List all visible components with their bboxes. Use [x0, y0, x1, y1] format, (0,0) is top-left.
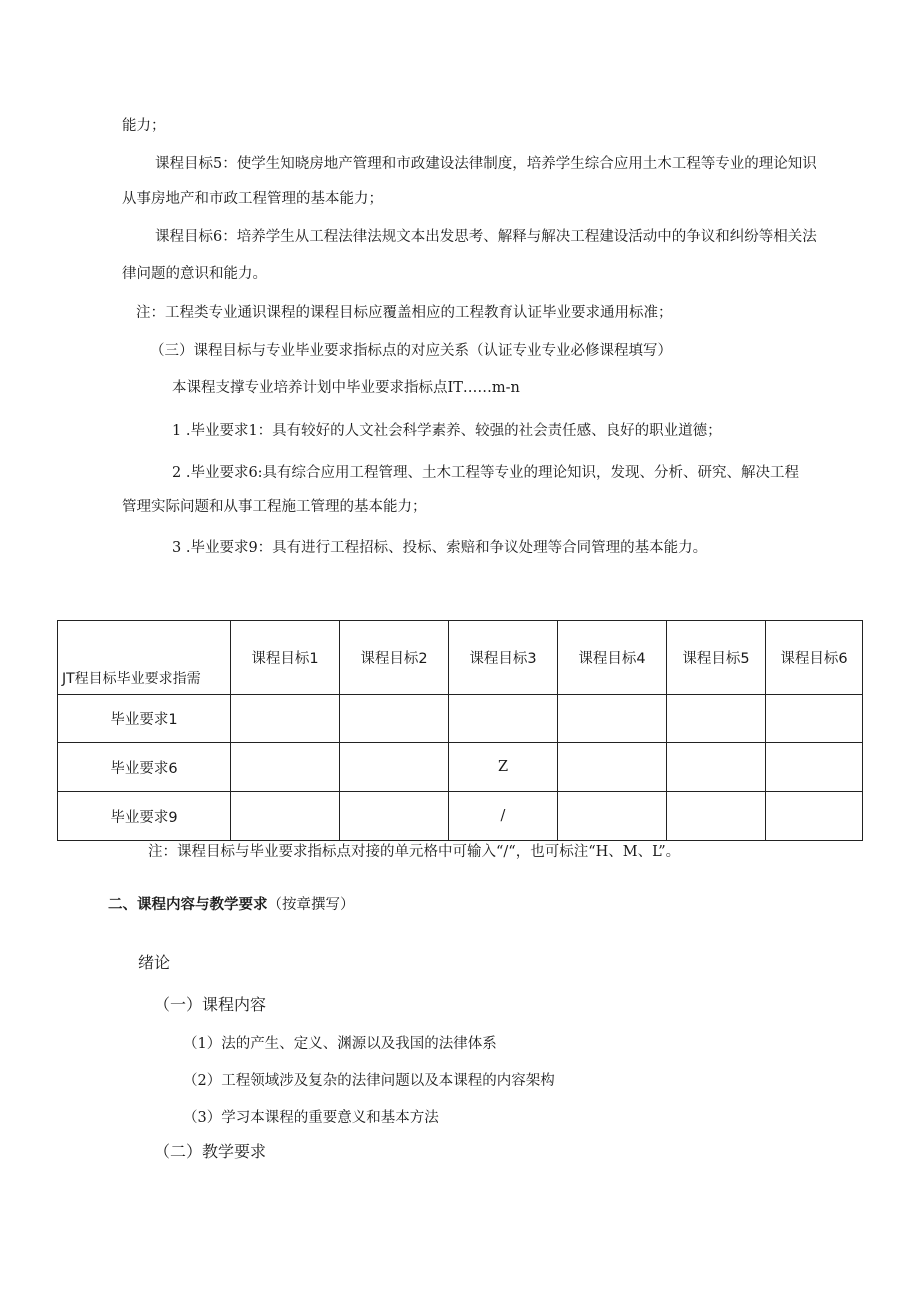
subsection-title: 绪论 [138, 953, 171, 972]
table-cell [340, 743, 449, 792]
table-corner-cell: JT程目标毕业要求指需 [58, 621, 231, 695]
paragraph-line: 律问题的意识和能力。 [122, 266, 267, 282]
section-heading-suffix: （认证专业专业必修课程填写） [469, 343, 672, 359]
list-item: （3）学习本课程的重要意义和基本方法 [183, 1110, 439, 1126]
list-item: （1）法的产生、定义、渊源以及我国的法律体系 [183, 1036, 497, 1052]
chapter-heading-suffix: （按章撰写） [267, 897, 355, 913]
table-header-cell: 课程目标1 [231, 621, 340, 695]
table-header-cell: 课程目标3 [449, 621, 558, 695]
note-line: 注：课程目标与毕业要求指标点对接的单元格中可输入“/“，也可标注“H、M、L”。 [148, 844, 681, 860]
table-cell [766, 695, 863, 743]
table-header-cell: 课程目标5 [667, 621, 766, 695]
requirement-line: 管理实际问题和从事工程施工管理的基本能力； [122, 499, 427, 515]
paragraph-line: 本课程支撑专业培养计划中毕业要求指标点IT……m-n [172, 380, 520, 396]
section-heading-title: （三）课程目标与专业毕业要求指标点的对应关系 [150, 343, 469, 359]
table-cell: / [449, 792, 558, 841]
chapter-heading-title: 二、课程内容与教学要求 [108, 897, 268, 913]
table-row-header: 毕业要求6 [58, 743, 231, 792]
table-cell [667, 792, 766, 841]
table-cell [340, 695, 449, 743]
table-row [58, 695, 863, 743]
table-cell [766, 792, 863, 841]
table-cell: Z [449, 743, 558, 792]
table-row-header: 毕业要求9 [58, 792, 231, 841]
table-header-cell: 课程目标2 [340, 621, 449, 695]
paragraph-line: 课程目标6：培养学生从工程法律法规文本出发思考、解释与解决工程建设活动中的争议和纠纷等相关法 [155, 229, 817, 245]
table-row-header: 毕业要求1 [58, 695, 231, 743]
table-header-cell: 课程目标6 [766, 621, 863, 695]
subsection-heading: （一）课程内容 [154, 995, 267, 1014]
table-cell [558, 792, 667, 841]
chapter-heading [108, 895, 355, 915]
table-header-cell: 课程目标4 [558, 621, 667, 695]
section-heading [150, 341, 672, 361]
list-item: （2）工程领域涉及复杂的法律问题以及本课程的内容架构 [183, 1073, 555, 1089]
table-cell [558, 743, 667, 792]
table-cell [231, 792, 340, 841]
requirement-line: 2 .毕业要求6:具有综合应用工程管理、土木工程等专业的理论知识，发现、分析、研究、解决工程 [172, 465, 800, 481]
table-cell [231, 695, 340, 743]
paragraph-line: 从事房地产和市政工程管理的基本能力； [122, 191, 383, 207]
table-cell [449, 695, 558, 743]
note-line: 注：工程类专业通识课程的课程目标应覆盖相应的工程教育认证毕业要求通用标准； [136, 305, 673, 321]
table-row [58, 792, 863, 841]
table-header-row [58, 621, 863, 695]
table-row [58, 743, 863, 792]
table-cell [340, 792, 449, 841]
subsection-heading: （二）教学要求 [154, 1142, 267, 1161]
objective-requirement-table [57, 620, 863, 841]
requirement-line: 3 .毕业要求9：具有进行工程招标、投标、索赔和争议处理等合同管理的基本能力。 [172, 540, 708, 556]
table-cell [667, 743, 766, 792]
table-cell [766, 743, 863, 792]
table-cell [667, 695, 766, 743]
paragraph-line: 能力； [122, 118, 166, 134]
table-cell [231, 743, 340, 792]
requirement-line: 1 .毕业要求1：具有较好的人文社会科学素养、较强的社会责任感、良好的职业道德； [172, 423, 722, 439]
paragraph-line: 课程目标5：使学生知晓房地产管理和市政建设法律制度，培养学生综合应用土木工程等专业的理论知识 [155, 156, 817, 172]
table-cell [558, 695, 667, 743]
